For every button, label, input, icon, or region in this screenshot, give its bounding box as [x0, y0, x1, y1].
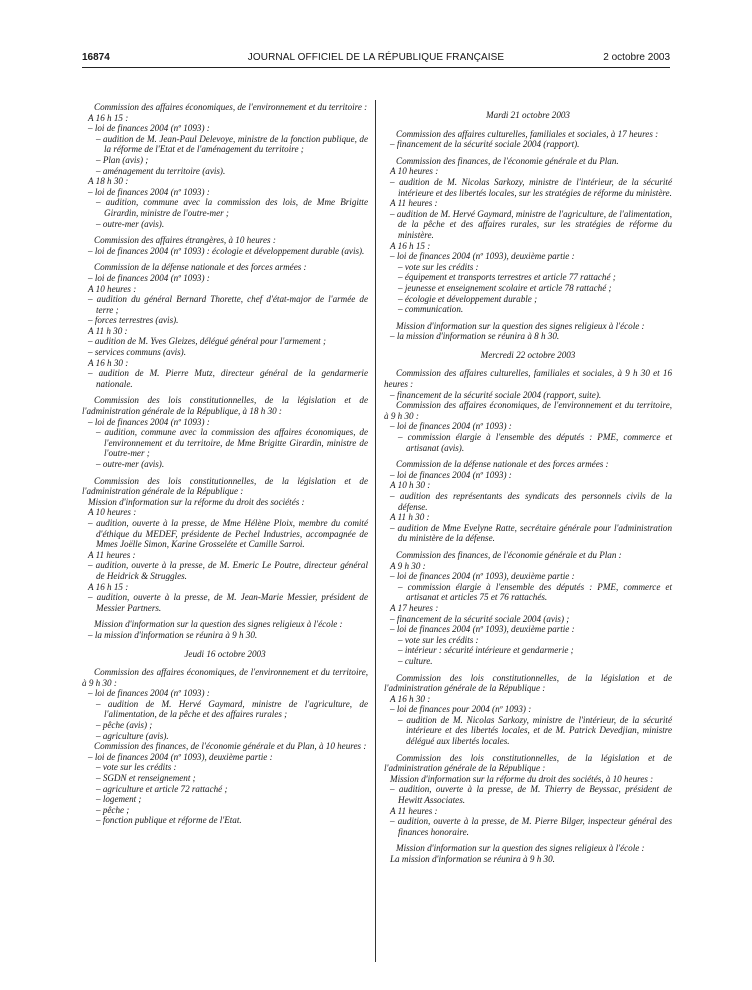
page-number: 16874: [82, 52, 110, 63]
agenda-item: – audition de M. Nicolas Sarkozy, ministre de l'intérieur, de la sécurité intérieure et des libertés locales, et de M. Patrick Devedjian, ministre délégué aux libertés locales.: [398, 714, 672, 747]
agenda-item: – audition, commune avec la commission des lois, de Mme Brigitte Girardin, ministre de l'outre-mer ;: [96, 197, 368, 218]
time-line: A 10 heures :: [88, 283, 137, 294]
agenda-item: – outre-mer (avis).: [96, 218, 165, 229]
agenda-item: – loi de finances 2004 (nº 1093), deuxième partie :: [390, 251, 575, 262]
committee-paragraph: Mission d'information sur la question des signes religieux à l'école :: [94, 619, 343, 630]
agenda-item: – loi de finances 2004 (nº 1093) :: [88, 186, 210, 197]
agenda-item: – audition du général Bernard Thorette, chef d'état-major de l'armée de terre ;: [88, 294, 368, 315]
agenda-item: – loi de finances 2004 (nº 1093) :: [88, 688, 210, 699]
committee-paragraph: Commission des affaires culturelles, familiales et sociales, à 17 heures :: [396, 128, 659, 139]
issue-date: 2 octobre 2003: [603, 52, 670, 63]
agenda-item: – communication.: [398, 304, 464, 315]
agenda-item: – audition de M. Hervé Gaymard, ministre de l'agriculture, de l'alimentation, de la pêche et des affaires rurales, sur les stratégies de réforme du ministère.: [390, 208, 672, 240]
agenda-item: – vote sur les crédits :: [398, 634, 479, 645]
agenda-item: – loi de finances 2004 (nº 1093), deuxième partie :: [390, 624, 575, 635]
agenda-item: – écologie et développement durable ;: [398, 293, 538, 304]
time-line: A 9 h 30 :: [390, 560, 426, 571]
time-line: A 11 heures :: [390, 198, 438, 209]
agenda-item: – agriculture et article 72 rattaché ;: [96, 783, 228, 794]
committee-paragraph: Commission des affaires économiques, de l'environnement et du territoire :: [94, 102, 368, 112]
agenda-item: – loi de finances 2004 (nº 1093), deuxième partie :: [88, 751, 273, 762]
agenda-item: – audition, ouverte à la presse, de M. Jean-Marie Messier, président de Messier Partners.: [88, 592, 368, 613]
agenda-item: – agriculture (avis).: [96, 730, 169, 741]
agenda-item: – loi de finances 2004 (nº 1093) :: [88, 416, 210, 427]
agenda-item: – équipement et transports terrestres et article 77 rattaché ;: [398, 272, 616, 283]
agenda-item: – forces terrestres (avis).: [88, 315, 179, 326]
agenda-item: – la mission d'information se réunira à 8 h 30.: [390, 331, 560, 342]
agenda-item: – loi de finances pour 2004 (nº 1093) :: [390, 704, 532, 715]
date-heading: Mardi 21 octobre 2003: [486, 110, 570, 120]
agenda-item: – audition, commune avec la commission des affaires économiques, de l'environnement et du territoire, de Mme Brigitte Girardin, ministre de l'outre-mer ;: [96, 427, 368, 459]
agenda-item: – vote sur les crédits :: [398, 261, 479, 272]
time-line: A 17 heures :: [390, 602, 439, 613]
committee-paragraph: Commission des lois constitutionnelles, de la législation et de l'administration générale de la République, à 18 h 30 :: [82, 395, 368, 417]
time-line: A 10 heures :: [88, 507, 137, 518]
agenda-item: – outre-mer (avis).: [96, 459, 165, 469]
committee-paragraph: Mission d'information sur la question des signes religieux à l'école :: [396, 320, 645, 331]
agenda-item: – jeunesse et enseignement scolaire et article 78 rattaché ;: [398, 282, 612, 293]
committee-paragraph: Commission des affaires étrangères, à 10 heures :: [94, 235, 276, 246]
agenda-item: – loi de finances 2004 (nº 1093) :: [390, 469, 512, 480]
agenda-item: – audition, ouverte à la presse, de M. Emeric Le Poutre, directeur général de Heidrick & Struggles.: [88, 560, 368, 581]
committee-paragraph: Mission d'information sur la question des signes religieux à l'école :: [396, 843, 645, 854]
time-line: A 16 h 30 :: [88, 357, 129, 368]
committee-paragraph: Commission des affaires économiques, de l'environnement et du territoire, à 9 h 30 :: [384, 400, 672, 421]
agenda-item: – financement de la sécurité sociale 2004 (avis) ;: [390, 613, 570, 624]
committee-paragraph: Commission des finances, de l'économie générale et du Plan, à 10 heures :: [94, 741, 367, 752]
agenda-item: – audition de Mme Evelyne Ratte, secrétaire générale pour l'administration du ministère de la défense.: [390, 522, 672, 544]
agenda-item: – commission élargie à l'ensemble des députés : PME, commerce et artisanat (avis).: [398, 432, 672, 453]
journal-title: JOURNAL OFFICIEL DE LA RÉPUBLIQUE FRANÇAISE: [247, 52, 505, 63]
date-heading: Jeudi 16 octobre 2003: [184, 648, 266, 659]
header-rule: [82, 67, 670, 68]
committee-paragraph: Commission de la défense nationale et des forces armées :: [396, 459, 609, 470]
agenda-item: – aménagement du territoire (avis).: [96, 165, 226, 176]
agenda-item: – financement de la sécurité sociale 2004 (rapport, suite).: [390, 389, 602, 400]
time-line: A 11 h 30 :: [88, 325, 128, 336]
agenda-item: – audition de M. Pierre Mutz, directeur général de la gendarmerie nationale.: [88, 368, 368, 389]
agenda-item: – pêche (avis) ;: [96, 720, 153, 731]
agenda-item: – audition de M. Hervé Gaymard, ministre de l'agriculture, de l'alimentation, de la pêche et des affaires rurales ;: [96, 698, 368, 720]
time-line: A 11 heures :: [390, 805, 438, 816]
committee-paragraph: Commission des finances, de l'économie générale et du Plan.: [396, 155, 619, 166]
date-heading: Mercredi 22 octobre 2003: [480, 349, 576, 360]
committee-paragraph: Commission des finances, de l'économie générale et du Plan :: [396, 549, 622, 560]
agenda-item: – audition, ouverte à la presse, de Mme Hélène Ploix, membre du comité d'éthique du MEDEF, présidente de Pechel Industries, accompagnée de Mmes Joëlle Simon, Karine Grosseléte et Camille Sarroi.: [88, 517, 368, 550]
agenda-item: – audition des représentants des syndicats des personnels civils de la défense.: [390, 491, 672, 512]
committee-paragraph: Commission des lois constitutionnelles, de la législation et de l'administration générale de la République :: [384, 672, 672, 694]
time-line: La mission d'information se réunira à 9 h 30.: [390, 854, 555, 864]
agenda-item: – SGDN et renseignement ;: [96, 773, 196, 784]
time-line: Mission d'information sur la réforme du droit des sociétés, à 10 heures :: [390, 773, 654, 784]
agenda-item: – audition de M. Nicolas Sarkozy, ministre de l'intérieur, de la sécurité intérieure et des libertés locales, sur les stratégies de réforme du ministère.: [390, 176, 672, 198]
committee-paragraph: Commission des lois constitutionnelles, de la législation et de l'administration générale de la République :: [384, 752, 672, 774]
agenda-item: – fonction publique et réforme de l'Etat.: [96, 815, 242, 826]
committee-paragraph: Commission des affaires culturelles, familiales et sociales, à 9 h 30 et 16 heures :: [384, 368, 672, 390]
agenda-item: – services communs (avis).: [88, 347, 186, 358]
agenda-item: – intérieur : sécurité intérieure et gendarmerie ;: [398, 645, 574, 656]
agenda-item: – commission élargie à l'ensemble des députés : PME, commerce et artisanat et articles 75 et 76 rattachés.: [398, 581, 672, 603]
agenda-item: – logement ;: [96, 794, 142, 805]
time-line: A 11 h 30 :: [390, 512, 430, 523]
committee-paragraph: Commission de la défense nationale et des forces armées :: [94, 262, 307, 273]
agenda-item: – loi de finances 2004 (nº 1093) :: [88, 123, 210, 134]
time-line: A 16 h 15 :: [390, 240, 431, 251]
agenda-item: – loi de finances 2004 (nº 1093) :: [390, 421, 512, 432]
agenda-item: – audition de M. Yves Gleizes, délégué général pour l'armement ;: [88, 336, 327, 347]
agenda-item: – la mission d'information se réunira à 9 h 30.: [88, 629, 258, 640]
agenda-item: – loi de finances 2004 (nº 1093) : écologie et développement durable (avis).: [88, 245, 365, 256]
column-divider: [375, 100, 376, 962]
agenda-item: – audition, ouverte à la presse, de M. Pierre Bilger, inspecteur général des finances honoraire.: [390, 816, 672, 837]
agenda-item: – audition, ouverte à la presse, de M. Thierry de Beyssac, président de Hewitt Associates.: [390, 784, 672, 806]
left-column: [82, 102, 368, 826]
time-line: A 18 h 30 :: [88, 176, 129, 187]
agenda-item: – loi de finances 2004 (nº 1093), deuxième partie :: [390, 571, 575, 582]
agenda-item: – loi de finances 2004 (nº 1093) :: [88, 272, 210, 283]
page-header: [82, 52, 670, 68]
committee-paragraph: Commission des affaires économiques, de l'environnement et du territoire, à 9 h 30 :: [82, 667, 368, 688]
time-line: A 16 h 15 :: [88, 581, 129, 592]
agenda-item: – vote sur les crédits :: [96, 762, 177, 773]
agenda-item: – Plan (avis) ;: [96, 154, 149, 165]
time-line: Mission d'information sur la réforme du droit des sociétés :: [88, 496, 305, 507]
agenda-item: – culture.: [398, 655, 433, 666]
time-line: A 10 heures :: [390, 166, 439, 177]
time-line: A 10 h 30 :: [390, 480, 431, 491]
agenda-item: – financement de la sécurité sociale 2004 (rapport).: [390, 139, 580, 150]
committee-paragraph: Commission des lois constitutionnelles, de la législation et de l'administration générale de la République :: [82, 475, 368, 497]
time-line: A 16 h 15 :: [88, 112, 129, 123]
time-line: A 16 h 30 :: [390, 693, 431, 704]
right-column: [384, 102, 672, 865]
time-line: A 11 heures :: [88, 549, 136, 560]
agenda-item: – pêche ;: [96, 804, 130, 815]
agenda-item: – audition de M. Jean-Paul Delevoye, ministre de la fonction publique, de la réforme de l'Etat et de l'aménagement du territoire ;: [96, 133, 368, 155]
